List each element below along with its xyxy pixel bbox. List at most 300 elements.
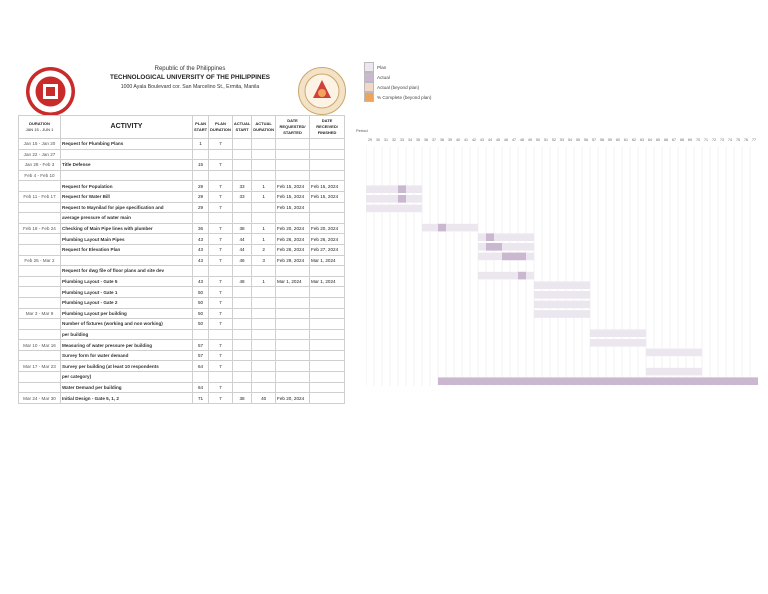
- plan-start-cell: 50: [193, 308, 209, 319]
- plan-start-cell: 57: [193, 340, 209, 351]
- period-tick: 64: [648, 138, 652, 142]
- actual-start-header: ACTUAL START: [232, 116, 251, 139]
- table-row: [19, 319, 345, 330]
- table-row: [19, 297, 345, 308]
- activity-cell: Plumbing Layout - Gate 1: [61, 287, 193, 298]
- gantt-legend: [364, 62, 431, 102]
- actual-start-cell: [232, 372, 251, 383]
- duration-cell: [19, 213, 61, 224]
- actual-duration-cell: [252, 160, 276, 171]
- date-received-cell: Feb 15, 2024: [310, 181, 345, 192]
- date-received-cell: [310, 170, 345, 181]
- actual-duration-cell: 40: [252, 393, 276, 404]
- actual-start-cell: [232, 160, 251, 171]
- date-requested-cell: Feb 26, 2024: [276, 234, 310, 245]
- date-requested-cell: [276, 340, 310, 351]
- plan-start-cell: 50: [193, 297, 209, 308]
- date-received-cell: [310, 382, 345, 393]
- date-received-header: DATE RECEIVED/ FINISHED: [310, 116, 345, 139]
- actual-start-cell: [232, 297, 251, 308]
- actual-bar: [486, 243, 502, 251]
- plan-duration-cell: 7: [209, 276, 233, 287]
- plan-start-cell: [193, 213, 209, 224]
- table-row: [19, 234, 345, 245]
- period-tick: 75: [736, 138, 740, 142]
- date-requested-cell: [276, 160, 310, 171]
- duration-cell: [19, 372, 61, 383]
- plan-duration-cell: 7: [209, 361, 233, 372]
- actual-duration-cell: 3: [252, 255, 276, 266]
- actual-duration-cell: [252, 340, 276, 351]
- date-requested-cell: [276, 139, 310, 150]
- activity-header: ACTIVITY: [61, 116, 193, 139]
- period-tick: 54: [568, 138, 572, 142]
- plan-start-cell: 15: [193, 160, 209, 171]
- period-tick: 67: [672, 138, 676, 142]
- actual-bar: [518, 272, 526, 280]
- university-address: 1000 Ayala Boulevard cor. San Marcelino St., Ermita, Manila: [120, 84, 260, 90]
- date-received-cell: [310, 160, 345, 171]
- duration-cell: Jan 15 - Jan 20: [19, 139, 61, 150]
- date-received-cell: Mar 1, 2024: [310, 255, 345, 266]
- period-tick: 55: [576, 138, 580, 142]
- plan-start-cell: 43: [193, 255, 209, 266]
- duration-cell: [19, 202, 61, 213]
- date-requested-cell: [276, 149, 310, 160]
- actual-duration-cell: 1: [252, 234, 276, 245]
- plan-start-cell: [193, 266, 209, 277]
- plan-duration-cell: 7: [209, 223, 233, 234]
- actual-duration-cell: 1: [252, 181, 276, 192]
- table-row: [19, 139, 345, 150]
- period-tick: 29: [368, 138, 372, 142]
- duration-cell: [19, 382, 61, 393]
- date-requested-cell: Mar 1, 2024: [276, 276, 310, 287]
- table-row: [19, 181, 345, 192]
- plan-duration-cell: 7: [209, 350, 233, 361]
- date-requested-cell: [276, 287, 310, 298]
- plan-duration-cell: 7: [209, 393, 233, 404]
- plan-bar: [590, 339, 646, 347]
- activity-cell: Plumbing Layout Main Pipes: [61, 234, 193, 245]
- period-tick: 36: [424, 138, 428, 142]
- actual-duration-cell: [252, 297, 276, 308]
- date-received-cell: [310, 372, 345, 383]
- plan-duration-cell: [209, 372, 233, 383]
- actual-duration-cell: [252, 319, 276, 330]
- actual-start-cell: [232, 340, 251, 351]
- plan-start-cell: 71: [193, 393, 209, 404]
- actual-bar: [398, 195, 406, 203]
- legend-item: [364, 72, 431, 82]
- period-tick: 66: [664, 138, 668, 142]
- activity-cell: Number of fixtures (working and non working): [61, 319, 193, 330]
- period-tick: 76: [744, 138, 748, 142]
- duration-cell: [19, 234, 61, 245]
- table-row: [19, 361, 345, 372]
- actual-duration-cell: [252, 170, 276, 181]
- period-tick: 35: [416, 138, 420, 142]
- date-received-cell: [310, 297, 345, 308]
- actual-duration-cell: [252, 202, 276, 213]
- plan-duration-cell: 7: [209, 255, 233, 266]
- table-row: [19, 308, 345, 319]
- actual-start-cell: [232, 139, 251, 150]
- date-received-cell: [310, 340, 345, 351]
- activity-cell: Request for Elevation Plan: [61, 244, 193, 255]
- period-tick: 33: [400, 138, 404, 142]
- plan-start-cell: 50: [193, 287, 209, 298]
- table-row: [19, 160, 345, 171]
- table-row: [19, 244, 345, 255]
- duration-cell: Mar 3 - Mar 9: [19, 308, 61, 319]
- duration-cell: Mar 10 - Mar 16: [19, 340, 61, 351]
- actual-duration-cell: [252, 149, 276, 160]
- period-tick: 62: [632, 138, 636, 142]
- duration-cell: Feb 25 - Mar 2: [19, 255, 61, 266]
- tup-seal-logo: [26, 67, 75, 116]
- date-requested-cell: [276, 308, 310, 319]
- legend-item: [364, 92, 431, 102]
- duration-cell: Feb 4 - Feb 10: [19, 170, 61, 181]
- activity-cell: [61, 255, 193, 266]
- plan-bar: [590, 329, 646, 337]
- legend-swatch: [364, 62, 374, 72]
- period-tick: 37: [432, 138, 436, 142]
- actual-bar: [486, 233, 494, 241]
- date-requested-cell: Feb 15, 2024: [276, 181, 310, 192]
- date-received-cell: [310, 350, 345, 361]
- actual-duration-cell: 1: [252, 223, 276, 234]
- date-requested-cell: [276, 319, 310, 330]
- date-requested-cell: [276, 361, 310, 372]
- actual-start-cell: 46: [232, 255, 251, 266]
- plan-bar: [422, 224, 478, 232]
- plan-duration-cell: [209, 266, 233, 277]
- activity-cell: per category): [61, 372, 193, 383]
- plan-duration-cell: 7: [209, 191, 233, 202]
- legend-label: Plan: [377, 64, 387, 70]
- actual-start-cell: 44: [232, 234, 251, 245]
- date-requested-cell: Feb 20, 2024: [276, 393, 310, 404]
- duration-cell: Mar 17 - Mar 23: [19, 361, 61, 372]
- activity-cell: average pressure of water main: [61, 213, 193, 224]
- table-row: [19, 266, 345, 277]
- date-received-cell: [310, 319, 345, 330]
- date-received-cell: [310, 202, 345, 213]
- activity-cell: Measuring of water pressure per building: [61, 340, 193, 351]
- actual-duration-cell: [252, 361, 276, 372]
- table-header-row: [19, 116, 345, 139]
- plan-start-cell: [193, 149, 209, 160]
- activity-cell: Request for Plumbing Plans: [61, 139, 193, 150]
- period-tick: 43: [480, 138, 484, 142]
- actual-duration-cell: [252, 372, 276, 383]
- plan-start-cell: 43: [193, 234, 209, 245]
- table-row: [19, 255, 345, 266]
- period-tick: 71: [704, 138, 708, 142]
- plan-bar: [366, 185, 422, 193]
- period-tick: 61: [624, 138, 628, 142]
- period-tick: 52: [552, 138, 556, 142]
- gantt-chart: [366, 134, 758, 394]
- date-requested-cell: [276, 170, 310, 181]
- period-tick: 51: [544, 138, 548, 142]
- period-tick: 77: [752, 138, 756, 142]
- activity-cell: Request for Population: [61, 181, 193, 192]
- plan-start-header: PLAN START: [193, 116, 209, 139]
- activity-cell: Title Defense: [61, 160, 193, 171]
- plan-duration-header: PLAN DURATION: [209, 116, 233, 139]
- table-row: [19, 287, 345, 298]
- table-row: [19, 170, 345, 181]
- table-row: [19, 276, 345, 287]
- activity-cell: Plumbing Layout - Gate 5: [61, 276, 193, 287]
- period-tick: 47: [512, 138, 516, 142]
- plan-bar: [534, 310, 590, 318]
- duration-cell: [19, 350, 61, 361]
- date-requested-cell: Feb 20, 2024: [276, 223, 310, 234]
- plan-duration-cell: [209, 149, 233, 160]
- plan-start-cell: 43: [193, 276, 209, 287]
- actual-duration-cell: [252, 350, 276, 361]
- plan-start-cell: 1: [193, 139, 209, 150]
- actual-start-cell: [232, 213, 251, 224]
- plan-start-cell: [193, 329, 209, 340]
- duration-cell: Mar 24 - Mar 30: [19, 393, 61, 404]
- table-row: [19, 340, 345, 351]
- legend-label: Actual: [377, 74, 390, 80]
- date-received-cell: [310, 149, 345, 160]
- duration-cell: Feb 18 - Feb 24: [19, 223, 61, 234]
- actual-duration-cell: [252, 266, 276, 277]
- period-tick: 41: [464, 138, 468, 142]
- date-received-cell: Feb 15, 2024: [310, 191, 345, 202]
- actual-start-cell: [232, 287, 251, 298]
- period-tick: 56: [584, 138, 588, 142]
- duration-cell: [19, 244, 61, 255]
- activity-cell: Plumbing Layout per building: [61, 308, 193, 319]
- plan-duration-cell: [209, 329, 233, 340]
- plan-start-cell: 64: [193, 382, 209, 393]
- period-tick: 60: [616, 138, 620, 142]
- period-tick: 44: [488, 138, 492, 142]
- date-received-cell: [310, 308, 345, 319]
- period-tick: 73: [720, 138, 724, 142]
- plan-duration-cell: [209, 213, 233, 224]
- duration-cell: [19, 276, 61, 287]
- plan-duration-cell: 7: [209, 287, 233, 298]
- plan-start-cell: 43: [193, 244, 209, 255]
- plan-start-cell: [193, 372, 209, 383]
- legend-item: [364, 82, 431, 92]
- table-row: [19, 329, 345, 340]
- date-received-cell: [310, 329, 345, 340]
- plan-start-cell: 29: [193, 181, 209, 192]
- date-received-cell: Feb 27, 2024: [310, 244, 345, 255]
- date-requested-cell: [276, 350, 310, 361]
- table-row: [19, 191, 345, 202]
- period-tick: 42: [472, 138, 476, 142]
- actual-bar: [438, 377, 758, 385]
- period-tick: 39: [448, 138, 452, 142]
- plan-start-cell: 57: [193, 350, 209, 361]
- duration-cell: [19, 319, 61, 330]
- date-requested-cell: [276, 297, 310, 308]
- plan-duration-cell: 7: [209, 308, 233, 319]
- actual-start-cell: [232, 170, 251, 181]
- table-row: [19, 393, 345, 404]
- university-name: TECHNOLOGICAL UNIVERSITY OF THE PHILIPPINES: [109, 74, 270, 81]
- duration-header: DURATION JAN 15 - JUN 1: [19, 116, 61, 139]
- date-received-cell: [310, 213, 345, 224]
- date-received-cell: [310, 266, 345, 277]
- actual-bar: [438, 224, 446, 232]
- table-row: [19, 382, 345, 393]
- legend-swatch: [364, 92, 374, 102]
- plan-duration-cell: 7: [209, 319, 233, 330]
- plan-duration-cell: 7: [209, 181, 233, 192]
- actual-duration-cell: [252, 139, 276, 150]
- plan-start-cell: [193, 170, 209, 181]
- university-header: [90, 66, 290, 90]
- plan-duration-cell: 7: [209, 297, 233, 308]
- actual-start-cell: 48: [232, 276, 251, 287]
- legend-swatch: [364, 82, 374, 92]
- date-requested-header: DATE REQUESTED/ STARTED: [276, 116, 310, 139]
- period-tick: 46: [504, 138, 508, 142]
- date-received-cell: Feb 26, 2024: [310, 234, 345, 245]
- actual-duration-cell: [252, 308, 276, 319]
- table-row: [19, 202, 345, 213]
- table-row: [19, 223, 345, 234]
- plan-bar: [534, 301, 590, 309]
- date-requested-cell: Feb 29, 2024: [276, 255, 310, 266]
- activity-cell: Plumbing Layout - Gate 2: [61, 297, 193, 308]
- duration-cell: Feb 11 - Feb 17: [19, 191, 61, 202]
- period-tick: 50: [536, 138, 540, 142]
- plan-duration-cell: 7: [209, 244, 233, 255]
- actual-start-cell: 38: [232, 393, 251, 404]
- table-row: [19, 213, 345, 224]
- date-requested-cell: [276, 329, 310, 340]
- date-requested-cell: Feb 15, 2024: [276, 202, 310, 213]
- plan-bar: [646, 368, 702, 376]
- actual-start-cell: [232, 202, 251, 213]
- actual-start-cell: [232, 308, 251, 319]
- duration-cell: [19, 287, 61, 298]
- actual-duration-header: ACTUAL DURATION: [252, 116, 276, 139]
- actual-bar: [398, 185, 406, 193]
- duration-cell: [19, 329, 61, 340]
- actual-duration-cell: [252, 329, 276, 340]
- period-label: Period: [356, 128, 368, 133]
- period-tick: 72: [712, 138, 716, 142]
- plan-start-cell: 29: [193, 191, 209, 202]
- date-received-cell: [310, 287, 345, 298]
- duration-cell: Jan 22 - Jan 27: [19, 149, 61, 160]
- activity-cell: Initial Design - Gate 5, 1, 2: [61, 393, 193, 404]
- actual-duration-cell: [252, 213, 276, 224]
- plan-duration-cell: 7: [209, 160, 233, 171]
- legend-label: % Complete (beyond plan): [377, 94, 432, 100]
- date-received-cell: Mar 1, 2024: [310, 276, 345, 287]
- activity-cell: Request for Water Bill: [61, 191, 193, 202]
- period-tick: 70: [696, 138, 700, 142]
- period-tick: 49: [528, 138, 532, 142]
- plan-start-cell: 36: [193, 223, 209, 234]
- plan-bar: [534, 281, 590, 289]
- actual-start-cell: [232, 266, 251, 277]
- duration-cell: Jan 28 - Feb 3: [19, 160, 61, 171]
- republic-line: Republic of the Philippines: [154, 66, 226, 72]
- legend-item: [364, 62, 431, 72]
- actual-start-cell: 33: [232, 181, 251, 192]
- plan-start-cell: 29: [193, 202, 209, 213]
- period-tick: 74: [728, 138, 732, 142]
- plan-duration-cell: 7: [209, 234, 233, 245]
- date-received-cell: [310, 139, 345, 150]
- activity-cell: Survey form for water demand: [61, 350, 193, 361]
- activity-cell: Request to Maynilad for pipe specification and: [61, 202, 193, 213]
- legend-label: Actual (beyond plan): [377, 84, 420, 90]
- date-received-cell: [310, 393, 345, 404]
- period-tick: 68: [680, 138, 684, 142]
- period-tick: 38: [440, 138, 444, 142]
- date-requested-cell: [276, 213, 310, 224]
- plan-bar: [366, 205, 422, 213]
- college-seal-logo: [298, 67, 346, 115]
- date-requested-cell: [276, 266, 310, 277]
- actual-start-cell: 33: [232, 191, 251, 202]
- actual-duration-cell: 1: [252, 276, 276, 287]
- duration-cell: [19, 266, 61, 277]
- duration-cell: [19, 181, 61, 192]
- actual-start-cell: 44: [232, 244, 251, 255]
- activity-cell: Checking of Main Pipe lines with plumber: [61, 223, 193, 234]
- actual-duration-cell: 1: [252, 191, 276, 202]
- plan-duration-cell: 7: [209, 139, 233, 150]
- plan-duration-cell: 7: [209, 202, 233, 213]
- activity-cell: [61, 149, 193, 160]
- period-tick: 57: [592, 138, 596, 142]
- date-received-cell: Feb 20, 2024: [310, 223, 345, 234]
- schedule-table: [18, 115, 345, 404]
- period-tick: 31: [384, 138, 388, 142]
- plan-duration-cell: 7: [209, 340, 233, 351]
- plan-start-cell: 64: [193, 361, 209, 372]
- plan-duration-cell: [209, 170, 233, 181]
- date-requested-cell: [276, 372, 310, 383]
- table-row: [19, 372, 345, 383]
- period-tick: 45: [496, 138, 500, 142]
- plan-start-cell: 50: [193, 319, 209, 330]
- actual-duration-cell: 2: [252, 244, 276, 255]
- period-tick: 30: [376, 138, 380, 142]
- period-tick: 32: [392, 138, 396, 142]
- date-requested-cell: Feb 26, 2024: [276, 244, 310, 255]
- period-tick: 40: [456, 138, 460, 142]
- actual-start-cell: [232, 361, 251, 372]
- plan-bar: [534, 291, 590, 299]
- actual-start-cell: [232, 329, 251, 340]
- activity-cell: Request for dwg file of floor plans and site dev: [61, 266, 193, 277]
- duration-cell: [19, 297, 61, 308]
- activity-cell: [61, 170, 193, 181]
- period-tick: 48: [520, 138, 524, 142]
- activity-cell: Survey per building (at least 10 respondents: [61, 361, 193, 372]
- table-row: [19, 350, 345, 361]
